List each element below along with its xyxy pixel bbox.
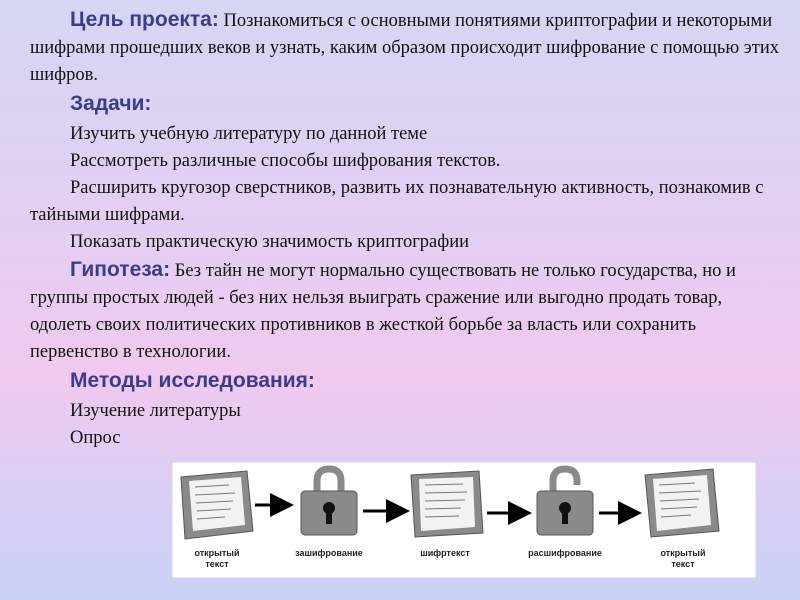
goal-heading: Цель проекта:: [70, 8, 219, 31]
hypothesis-text: Без тайн не могут нормально существовать не только государства, но и группы простых людей - без них нельзя выиграть сражение или выгодно продать товар, одолеть своих политических противников в жесткой борьбе за власть или сохранить первенство в технологии.: [30, 261, 736, 362]
lock-icon: [301, 469, 357, 535]
ciphertext-document-icon: [411, 471, 483, 537]
decrypted-document-icon: [645, 469, 719, 537]
slide-content: [30, 6, 780, 452]
open-lock-icon: [537, 469, 593, 535]
goal-text: Познакомиться с основными понятиями криптографии и некоторыми шифрами прошедших веков и узнать, каким образом происходит шифрование с помощью этих шифров.: [30, 11, 779, 85]
task-item-2: Рассмотреть различные способы шифрования текстов.: [70, 151, 501, 171]
method-item-2: Опрос: [70, 428, 121, 448]
ciphertext-label: шифртекст: [420, 548, 470, 558]
plaintext-label-1b: текст: [205, 559, 229, 569]
plaintext-label-2a: открытый: [660, 548, 706, 558]
methods-heading: Методы исследования:: [70, 369, 315, 392]
plaintext-label-1a: открытый: [194, 548, 240, 558]
task-item-4: Показать практическую значимость криптографии: [70, 232, 470, 252]
method-item-1: Изучение литературы: [70, 401, 241, 421]
task-item-1: Изучить учебную литературу по данной теме: [70, 124, 428, 144]
task-item-3: Расширить кругозор сверстников, развить их познавательную активность, познакомив с тайными шифрами.: [30, 178, 764, 225]
encryption-diagram: [172, 462, 756, 578]
encryption-label: зашифрование: [295, 548, 363, 558]
hypothesis-paragraph: [30, 256, 780, 366]
tasks-heading: Задачи:: [70, 92, 152, 115]
tasks-heading-row: [30, 89, 780, 121]
hypothesis-heading: Гипотеза:: [70, 258, 171, 281]
methods-heading-row: [30, 366, 780, 398]
plaintext-label-2b: текст: [671, 559, 695, 569]
encryption-diagram-svg: [173, 463, 755, 577]
plaintext-document-icon: [181, 471, 253, 539]
decryption-label: расшифрование: [528, 548, 602, 558]
goal-paragraph: [30, 6, 780, 89]
